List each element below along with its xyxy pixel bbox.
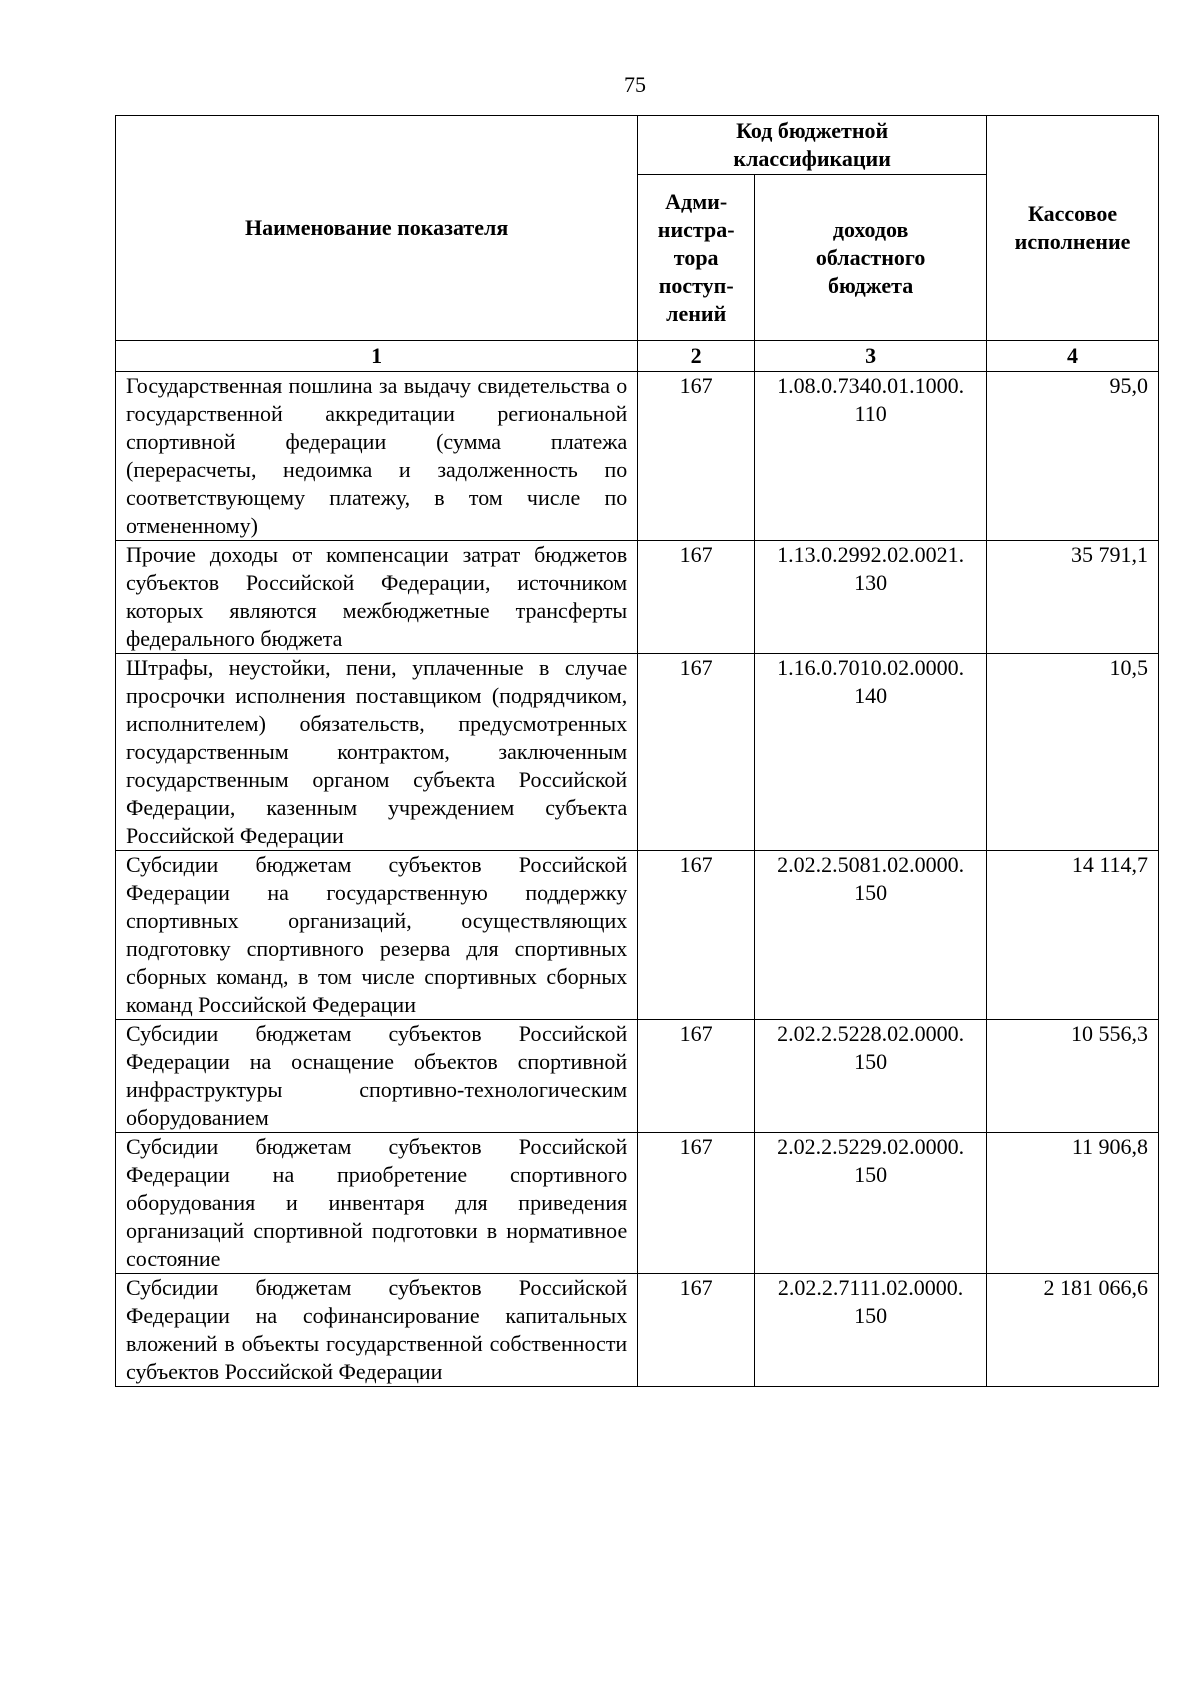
table-row: [116, 1020, 1159, 1133]
budget-table: [115, 115, 1159, 1387]
row-name: Государственная пошлина за выдачу свидетельства о государственной аккредитации региональной спортивной федерации (сумма платежа (перерасчеты, недоимка и задолженность по соответствующему платежу, в том числе по отмененному): [116, 372, 638, 541]
row-name: Субсидии бюджетам субъектов Российской Федерации на приобретение спортивного оборудования и инвентаря для приведения организаций спортивной подготовки в нормативное состояние: [116, 1133, 638, 1274]
table-row: [116, 372, 1159, 541]
row-income-code: 1.13.0.2992.02.0021. 130: [755, 541, 987, 654]
header-income: доходов областного бюджета: [755, 175, 987, 341]
header-admin: Адми-нистра-тора поступ-лений: [638, 175, 755, 341]
row-name: Субсидии бюджетам субъектов Российской Федерации на софинансирование капитальных вложений в объекты государственной собственности субъектов Российской Федерации: [116, 1274, 638, 1387]
row-amount: 14 114,7: [987, 851, 1159, 1020]
row-income-code: 1.08.0.7340.01.1000. 110: [755, 372, 987, 541]
row-admin-code: 167: [638, 851, 755, 1020]
table-row: [116, 654, 1159, 851]
table-row: [116, 541, 1159, 654]
row-admin-code: 167: [638, 654, 755, 851]
row-income-code: 1.16.0.7010.02.0000. 140: [755, 654, 987, 851]
row-name: Субсидии бюджетам субъектов Российской Федерации на государственную поддержку спортивных организаций, осуществляющих подготовку спортивного резерва для спортивных сборных команд, в том числе спортивных сборных команд Российской Федерации: [116, 851, 638, 1020]
row-income-code: 2.02.2.5229.02.0000. 150: [755, 1133, 987, 1274]
row-amount: 2 181 066,6: [987, 1274, 1159, 1387]
row-amount: 10,5: [987, 654, 1159, 851]
table-row: [116, 851, 1159, 1020]
header-name: Наименование показателя: [116, 116, 638, 341]
row-admin-code: 167: [638, 1274, 755, 1387]
table-row: [116, 1274, 1159, 1387]
column-number: 4: [987, 341, 1159, 372]
page-number: 75: [624, 72, 646, 97]
row-income-code: 2.02.2.5228.02.0000. 150: [755, 1020, 987, 1133]
row-amount: 11 906,8: [987, 1133, 1159, 1274]
table-row: [116, 1133, 1159, 1274]
row-income-code: 2.02.2.7111.02.0000. 150: [755, 1274, 987, 1387]
column-number: 3: [755, 341, 987, 372]
row-admin-code: 167: [638, 541, 755, 654]
row-income-code: 2.02.2.5081.02.0000. 150: [755, 851, 987, 1020]
column-number-row: [116, 341, 1159, 372]
header-execution: Кассовое исполнение: [987, 116, 1159, 341]
row-amount: 10 556,3: [987, 1020, 1159, 1133]
row-name: Субсидии бюджетам субъектов Российской Федерации на оснащение объектов спортивной инфраструктуры спортивно-технологическим оборудованием: [116, 1020, 638, 1133]
row-amount: 95,0: [987, 372, 1159, 541]
row-admin-code: 167: [638, 1133, 755, 1274]
row-name: Прочие доходы от компенсации затрат бюджетов субъектов Российской Федерации, источником которых являются межбюджетные трансферты федерального бюджета: [116, 541, 638, 654]
row-admin-code: 167: [638, 372, 755, 541]
header-code-group: Код бюджетной классификации: [638, 116, 987, 175]
row-name: Штрафы, неустойки, пени, уплаченные в случае просрочки исполнения поставщиком (подрядчиком, исполнителем) обязательств, предусмотренных государственным контрактом, заключенным государственным органом субъекта Российской Федерации, казенным учреждением субъекта Российской Федерации: [116, 654, 638, 851]
row-amount: 35 791,1: [987, 541, 1159, 654]
row-admin-code: 167: [638, 1020, 755, 1133]
column-number: 2: [638, 341, 755, 372]
column-number: 1: [116, 341, 638, 372]
